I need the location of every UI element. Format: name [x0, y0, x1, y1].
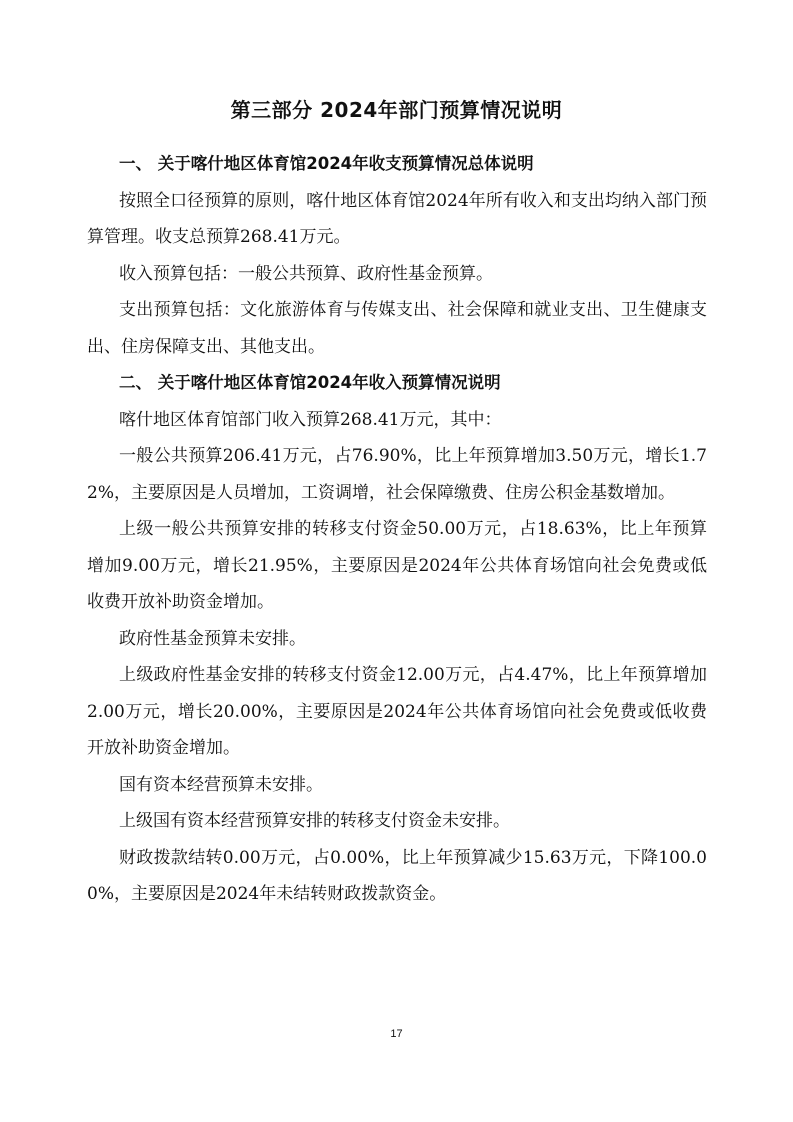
section-1-heading: 一、 关于喀什地区体育馆2024年收支预算情况总体说明: [119, 154, 534, 173]
section-2-paragraph-8: 财政拨款结转0.00万元，占0.00%，比上年预算减少15.63万元，下降100.00%，主要原因是2024年未结转财政拨款资金。: [87, 847, 707, 904]
page-title: 第三部分 2024年部门预算情况说明: [230, 98, 563, 122]
section-2-paragraph-4: 政府性基金预算未安排。: [119, 628, 306, 649]
section-2-paragraph-1: 喀什地区体育馆部门收入预算268.41万元，其中：: [119, 409, 502, 430]
section-2-heading: 二、 关于喀什地区体育馆2024年收入预算情况说明: [119, 373, 501, 392]
page-number: 17: [390, 1028, 403, 1040]
section-1-paragraph-3: 支出预算包括：文化旅游体育与传媒支出、社会保障和就业支出、卫生健康支出、住房保障支出、其他支出。: [87, 300, 707, 357]
section-2-paragraph-5: 上级政府性基金安排的转移支付资金12.00万元，占4.47%，比上年预算增加2.00万元，增长20.00%，主要原因是2024年公共体育场馆向社会免费或低收费开放补助资金增加。: [87, 665, 707, 758]
document-body: [87, 146, 707, 913]
section-2-paragraph-3: 上级一般公共预算安排的转移支付资金50.00万元，占18.63%，比上年预算增加9.00万元，增长21.95%，主要原因是2024年公共体育场馆向社会免费或低收费开放补助资金增加。: [87, 519, 707, 612]
section-1-paragraph-1: 按照全口径预算的原则，喀什地区体育馆2024年所有收入和支出均纳入部门预算管理。收支总预算268.41万元。: [87, 190, 707, 247]
section-1-paragraph-2: 收入预算包括：一般公共预算、政府性基金预算。: [119, 263, 493, 284]
section-2-paragraph-7: 上级国有资本经营预算安排的转移支付资金未安排。: [119, 811, 510, 831]
section-2-paragraph-6: 国有资本经营预算未安排。: [119, 774, 323, 795]
section-2-paragraph-2: 一般公共预算206.41万元，占76.90%，比上年预算增加3.50万元，增长1.72%，主要原因是人员增加，工资调增，社会保障缴费、住房公积金基数增加。: [87, 446, 707, 503]
